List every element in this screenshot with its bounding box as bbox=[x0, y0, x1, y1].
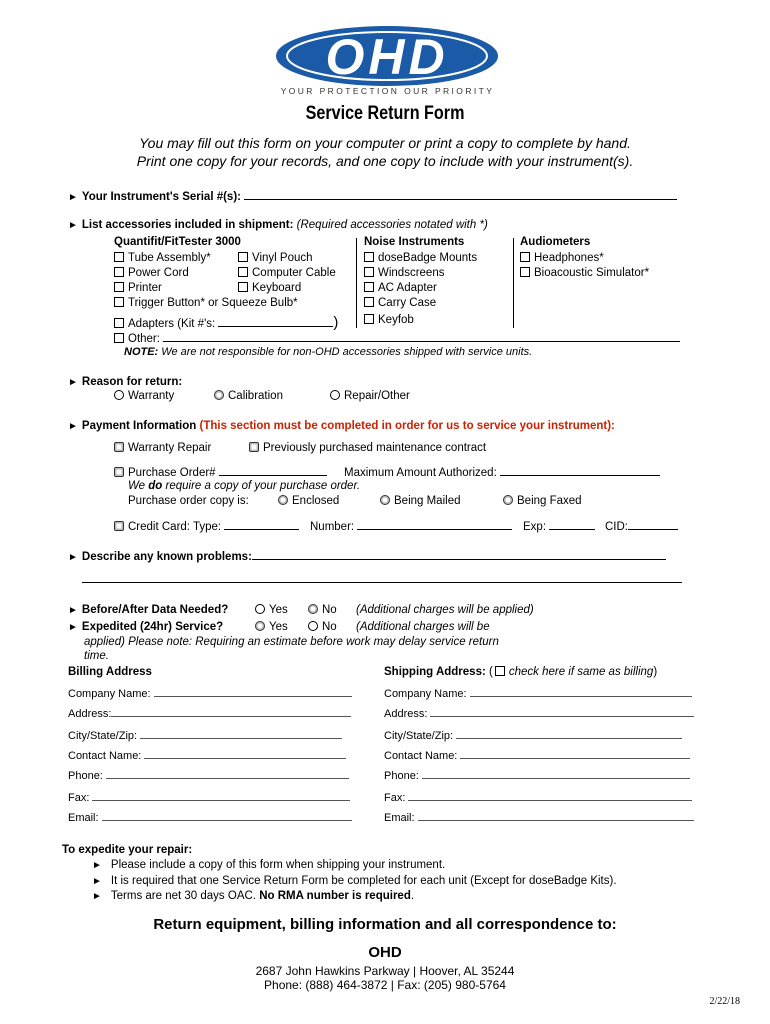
expedite-bullet-3: ► Terms are net 30 days OAC. No RMA number is required. bbox=[92, 890, 415, 902]
reason-warranty[interactable]: Warranty bbox=[114, 390, 174, 402]
accessories-label: List accessories included in shipment: bbox=[81, 219, 294, 231]
radio[interactable] bbox=[255, 604, 265, 614]
radio[interactable] bbox=[503, 495, 513, 505]
reason-repair-other[interactable]: Repair/Other bbox=[330, 390, 410, 402]
col3-heading: Audiometers bbox=[520, 236, 591, 248]
intro-line-2: Print one copy for your records, and one copy to include with your instrument(s). bbox=[136, 153, 634, 169]
arrow-icon: ► bbox=[68, 552, 78, 563]
payment-warranty-repair[interactable]: Warranty Repair bbox=[114, 442, 211, 454]
col1-heading: Quantifit/FitTester 3000 bbox=[114, 236, 241, 248]
acc-bioacoustic-simulator[interactable]: Bioacoustic Simulator* bbox=[520, 267, 649, 279]
shipping-company[interactable]: Company Name: bbox=[384, 686, 692, 700]
problems-row: ► Describe any known problems: bbox=[68, 548, 666, 563]
acc-tube-assembly[interactable]: Tube Assembly* bbox=[114, 252, 211, 264]
payment-maintenance[interactable]: Previously purchased maintenance contract bbox=[249, 442, 486, 454]
expedited-note-1: (Additional charges will be bbox=[356, 621, 490, 633]
acc-other[interactable]: Other: bbox=[114, 330, 680, 345]
arrow-icon: ► bbox=[68, 192, 78, 203]
arrow-icon: ► bbox=[92, 876, 102, 887]
radio[interactable] bbox=[308, 621, 318, 631]
arrow-icon: ► bbox=[68, 421, 78, 432]
cc-number: Number: bbox=[310, 518, 512, 533]
before-after-note: (Additional charges will be applied) bbox=[356, 604, 534, 616]
ohd-logo bbox=[275, 24, 500, 88]
billing-email[interactable]: Email: bbox=[68, 810, 352, 824]
checkbox[interactable] bbox=[364, 297, 374, 307]
radio[interactable] bbox=[114, 521, 124, 531]
acc-computer-cable[interactable]: Computer Cable bbox=[238, 267, 336, 279]
checkbox[interactable] bbox=[520, 252, 530, 262]
checkbox[interactable] bbox=[114, 318, 124, 328]
checkbox[interactable] bbox=[364, 282, 374, 292]
checkbox[interactable] bbox=[364, 267, 374, 277]
shipping-phone[interactable]: Phone: bbox=[384, 768, 690, 782]
arrow-icon: ► bbox=[92, 860, 102, 871]
billing-company[interactable]: Company Name: bbox=[68, 686, 352, 700]
expedite-bullet-1: ► Please include a copy of this form when shipping your instrument. bbox=[92, 859, 446, 871]
cc-cid: CID: bbox=[605, 518, 678, 533]
return-to-heading: Return equipment, billing information and all correspondence to: bbox=[153, 916, 617, 933]
acc-ac-adapter[interactable]: AC Adapter bbox=[364, 282, 437, 294]
footer-company: OHD bbox=[368, 944, 402, 961]
checkbox[interactable] bbox=[238, 282, 248, 292]
checkbox[interactable] bbox=[114, 282, 124, 292]
acc-dosebadge-mounts[interactable]: doseBadge Mounts bbox=[364, 252, 477, 264]
intro-line-1: You may fill out this form on your computer or print a copy to complete by hand. bbox=[139, 135, 631, 151]
arrow-icon: ► bbox=[68, 605, 78, 616]
page-title: Service Return Form bbox=[305, 103, 465, 124]
expedited-note-2: applied) Please note: Requiring an estimate before work may delay service return bbox=[84, 636, 499, 648]
acc-keyfob[interactable]: Keyfob bbox=[364, 314, 414, 326]
footer-phone: Phone: (888) 464-3872 | Fax: (205) 980-5764 bbox=[264, 978, 506, 992]
checkbox[interactable] bbox=[364, 252, 374, 262]
cc-exp-input[interactable] bbox=[549, 518, 595, 530]
shipping-heading: Shipping Address: ( check here if same as billing) bbox=[384, 666, 658, 678]
payment-purchase-order[interactable]: Purchase Order# bbox=[114, 464, 327, 479]
radio[interactable] bbox=[249, 442, 259, 452]
adapters-input[interactable] bbox=[218, 315, 333, 327]
po-being-mailed[interactable]: Being Mailed bbox=[380, 495, 460, 507]
arrow-icon: ► bbox=[68, 377, 78, 388]
acc-power-cord[interactable]: Power Cord bbox=[114, 267, 189, 279]
checkbox[interactable] bbox=[114, 252, 124, 262]
acc-windscreens[interactable]: Windscreens bbox=[364, 267, 444, 279]
radio[interactable] bbox=[114, 467, 124, 477]
other-input[interactable] bbox=[163, 330, 680, 342]
expedited-note-3: time. bbox=[84, 650, 109, 662]
checkbox[interactable] bbox=[114, 297, 124, 307]
accessories-row bbox=[68, 219, 488, 231]
acc-headphones[interactable]: Headphones* bbox=[520, 252, 604, 264]
arrow-icon: ► bbox=[92, 891, 102, 902]
serial-input[interactable] bbox=[244, 188, 677, 200]
radio[interactable] bbox=[278, 495, 288, 505]
cc-number-input[interactable] bbox=[357, 518, 512, 530]
reason-row: ► Reason for return: bbox=[68, 376, 183, 388]
po-input[interactable] bbox=[219, 464, 327, 476]
cc-cid-input[interactable] bbox=[628, 518, 678, 530]
serial-row bbox=[68, 188, 677, 203]
checkbox[interactable] bbox=[520, 267, 530, 277]
accessories-disclaimer: NOTE: We are not responsible for non-OHD accessories shipped with service units. bbox=[124, 346, 533, 358]
arrow-icon: ► bbox=[68, 622, 78, 633]
checkbox[interactable] bbox=[114, 267, 124, 277]
problems-input-line-2[interactable] bbox=[82, 572, 682, 583]
expedite-bullet-2: ► It is required that one Service Return Form be completed for each unit (Except for doseBadge Kits). bbox=[92, 875, 617, 887]
radio[interactable] bbox=[255, 621, 265, 631]
max-amount-input[interactable] bbox=[500, 464, 660, 476]
column-divider bbox=[513, 238, 514, 328]
same-as-billing-checkbox[interactable] bbox=[495, 666, 505, 676]
po-requirement: We do require a copy of your purchase order. bbox=[128, 480, 361, 492]
form-date: 2/22/18 bbox=[709, 996, 740, 1007]
acc-carry-case[interactable]: Carry Case bbox=[364, 297, 436, 309]
radio[interactable] bbox=[214, 390, 224, 400]
before-after-yes[interactable]: Yes bbox=[255, 604, 288, 616]
billing-city-state-zip[interactable]: City/State/Zip: bbox=[68, 728, 342, 742]
acc-vinyl-pouch[interactable]: Vinyl Pouch bbox=[238, 252, 313, 264]
billing-heading: Billing Address bbox=[68, 666, 152, 678]
accessories-note: (Required accessories notated with *) bbox=[296, 219, 488, 231]
expedited-yes[interactable]: Yes bbox=[255, 621, 288, 633]
cc-type-input[interactable] bbox=[224, 518, 299, 530]
reason-calibration[interactable]: Calibration bbox=[214, 390, 283, 402]
ohd-logo-graphic bbox=[275, 24, 500, 88]
column-divider bbox=[356, 238, 357, 328]
po-copy-label: Purchase order copy is: bbox=[128, 495, 249, 507]
max-amount: Maximum Amount Authorized: bbox=[344, 464, 660, 479]
payment-credit-card[interactable]: Credit Card: Type: bbox=[114, 518, 299, 533]
shipping-address[interactable]: Address: bbox=[384, 706, 694, 720]
checkbox[interactable] bbox=[364, 314, 374, 324]
billing-address[interactable]: Address: bbox=[68, 706, 351, 720]
po-being-faxed[interactable]: Being Faxed bbox=[503, 495, 582, 507]
logo-tagline: YOUR PROTECTION OUR PRIORITY bbox=[280, 86, 495, 96]
expedited-row: ► Expedited (24hr) Service? bbox=[68, 621, 224, 633]
footer-address: 2687 John Hawkins Parkway | Hoover, AL 35244 bbox=[255, 964, 515, 978]
serial-label: Your Instrument's Serial #(s): bbox=[81, 191, 241, 203]
before-after-no[interactable]: No bbox=[308, 604, 337, 616]
billing-phone[interactable]: Phone: bbox=[68, 768, 349, 782]
shipping-city-state-zip[interactable]: City/State/Zip: bbox=[384, 728, 682, 742]
acc-printer[interactable]: Printer bbox=[114, 282, 162, 294]
acc-keyboard[interactable]: Keyboard bbox=[238, 282, 301, 294]
checkbox[interactable] bbox=[238, 267, 248, 277]
shipping-fax[interactable]: Fax: bbox=[384, 790, 692, 804]
radio[interactable] bbox=[308, 604, 318, 614]
checkbox[interactable] bbox=[114, 333, 124, 343]
acc-trigger-button[interactable]: Trigger Button* or Squeeze Bulb* bbox=[114, 297, 298, 309]
cc-exp: Exp: bbox=[523, 518, 595, 533]
radio[interactable] bbox=[114, 442, 124, 452]
arrow-icon: ► bbox=[68, 220, 78, 231]
problems-input[interactable] bbox=[252, 548, 666, 560]
billing-contact[interactable]: Contact Name: bbox=[68, 748, 346, 762]
svg-text:OHD: OHD bbox=[325, 29, 449, 85]
radio[interactable] bbox=[380, 495, 390, 505]
po-enclosed[interactable]: Enclosed bbox=[278, 495, 339, 507]
acc-adapters[interactable]: Adapters (Kit #'s: ) bbox=[114, 314, 338, 331]
expedited-no[interactable]: No bbox=[308, 621, 337, 633]
shipping-email[interactable]: Email: bbox=[384, 810, 694, 824]
payment-row: ► Payment Information (This section must be completed in order for us to service your instrument): bbox=[68, 420, 615, 432]
radio[interactable] bbox=[330, 390, 340, 400]
before-after-row: ► Before/After Data Needed? bbox=[68, 604, 229, 616]
expedite-heading: To expedite your repair: bbox=[62, 844, 193, 856]
billing-fax[interactable]: Fax: bbox=[68, 790, 350, 804]
shipping-contact[interactable]: Contact Name: bbox=[384, 748, 690, 762]
col2-heading: Noise Instruments bbox=[364, 236, 465, 248]
radio[interactable] bbox=[114, 390, 124, 400]
checkbox[interactable] bbox=[238, 252, 248, 262]
